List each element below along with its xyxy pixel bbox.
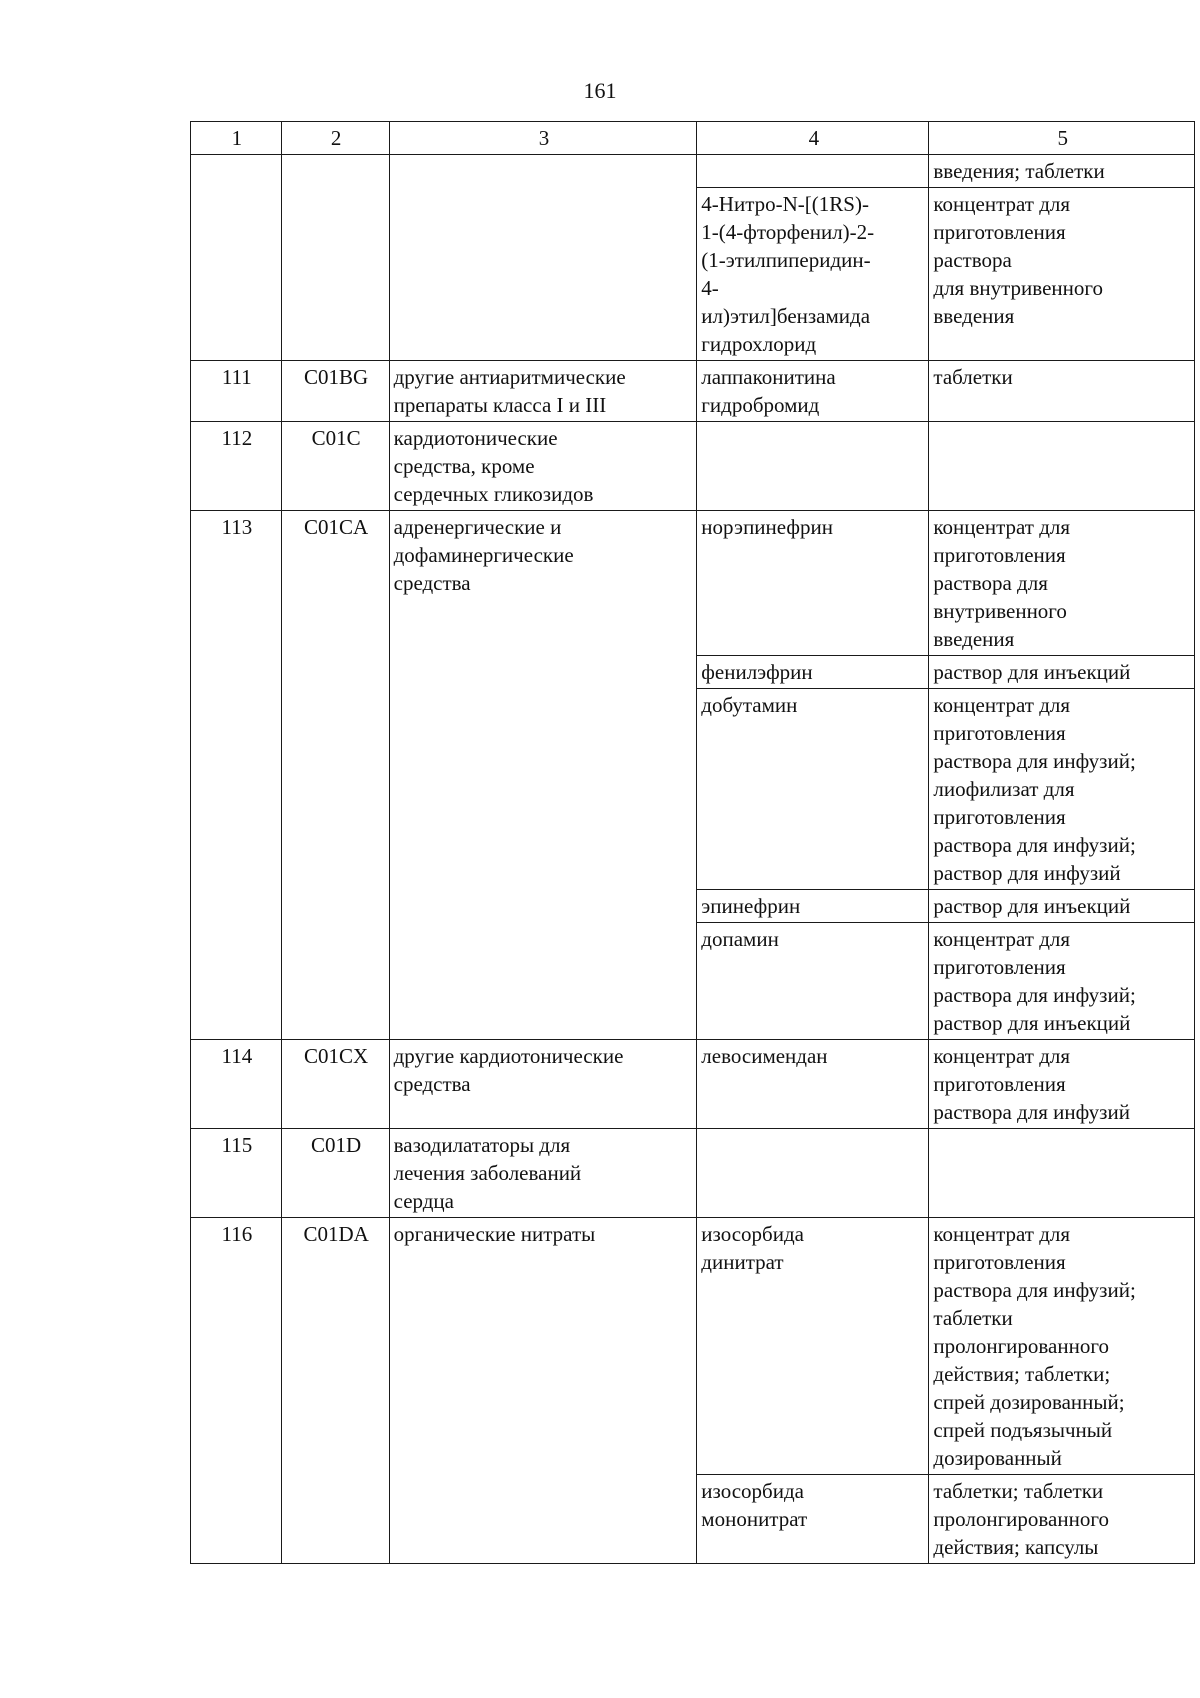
substance-cell: 4-Нитро-N-[(1RS)- 1-(4-фторфенил)-2- (1-этилпиперидин- 4- ил)этил]бензамида гидрохлорид bbox=[697, 188, 929, 361]
table-row bbox=[191, 361, 1195, 422]
code-cell bbox=[281, 155, 389, 361]
group-name-cell bbox=[389, 155, 697, 361]
table-row bbox=[191, 1040, 1195, 1129]
num-cell bbox=[191, 155, 282, 361]
substance-cell: допамин bbox=[697, 923, 929, 1040]
table-header-row bbox=[191, 122, 1195, 155]
group-name-cell: кардиотонические средства, кроме сердечных гликозидов bbox=[389, 422, 697, 511]
faded-stamp bbox=[160, 1590, 360, 1680]
header-cell: 3 bbox=[389, 122, 697, 155]
dosage-form-cell: таблетки bbox=[929, 361, 1195, 422]
group-name-cell: другие кардиотонические средства bbox=[389, 1040, 697, 1129]
row-number-cell: 116 bbox=[191, 1218, 282, 1564]
row-number-cell: 111 bbox=[191, 361, 282, 422]
group-name-cell: другие антиаритмические препараты класса I и III bbox=[389, 361, 697, 422]
dosage-form-cell: введения; таблетки bbox=[929, 155, 1195, 188]
row-number-cell: 112 bbox=[191, 422, 282, 511]
atc-code-cell: C01CX bbox=[281, 1040, 389, 1129]
atc-code-cell: C01CA bbox=[281, 511, 389, 1040]
drug-table bbox=[190, 121, 1195, 1564]
group-name-cell: органические нитраты bbox=[389, 1218, 697, 1564]
group-name-cell: вазодилататоры для лечения заболеваний сердца bbox=[389, 1129, 697, 1218]
substance-cell: изосорбида динитрат bbox=[697, 1218, 929, 1475]
dosage-form-cell: концентрат для приготовления раствора для инфузий; лиофилизат для приготовления раствора для инфузий; раствор для инфузий bbox=[929, 689, 1195, 890]
substance-cell bbox=[697, 422, 929, 511]
header-cell: 1 bbox=[191, 122, 282, 155]
table-row bbox=[191, 1218, 1195, 1475]
substance-cell: норэпинефрин bbox=[697, 511, 929, 656]
substance-cell: изосорбида мононитрат bbox=[697, 1475, 929, 1564]
dosage-form-cell: концентрат для приготовления раствора для инфузий bbox=[929, 1040, 1195, 1129]
atc-code-cell: C01DA bbox=[281, 1218, 389, 1564]
dosage-form-cell: концентрат для приготовления раствора для внутривенного введения bbox=[929, 188, 1195, 361]
substance-cell: фенилэфрин bbox=[697, 656, 929, 689]
dosage-form-cell: концентрат для приготовления раствора для инфузий; раствор для инъекций bbox=[929, 923, 1195, 1040]
header-cell: 4 bbox=[697, 122, 929, 155]
substance-cell: лаппаконитина гидробромид bbox=[697, 361, 929, 422]
header-cell: 2 bbox=[281, 122, 389, 155]
table-row bbox=[191, 1129, 1195, 1218]
substance-cell: левосимендан bbox=[697, 1040, 929, 1129]
substance-cell bbox=[697, 1129, 929, 1218]
atc-code-cell: C01C bbox=[281, 422, 389, 511]
row-number-cell: 113 bbox=[191, 511, 282, 1040]
dosage-form-cell: раствор для инъекций bbox=[929, 656, 1195, 689]
table-row bbox=[191, 511, 1195, 656]
substance-cell: добутамин bbox=[697, 689, 929, 890]
atc-code-cell: C01BG bbox=[281, 361, 389, 422]
table-row bbox=[191, 422, 1195, 511]
dosage-form-cell bbox=[929, 422, 1195, 511]
dosage-form-cell: раствор для инъекций bbox=[929, 890, 1195, 923]
dosage-form-cell: концентрат для приготовления раствора для инфузий; таблетки пролонгированного действия; таблетки; спрей дозированный; спрей подъязычный дозированный bbox=[929, 1218, 1195, 1475]
dosage-form-cell bbox=[929, 1129, 1195, 1218]
atc-code-cell: C01D bbox=[281, 1129, 389, 1218]
dosage-form-cell: таблетки; таблетки пролонгированного действия; капсулы bbox=[929, 1475, 1195, 1564]
substance-cell bbox=[697, 155, 929, 188]
row-number-cell: 114 bbox=[191, 1040, 282, 1129]
group-name-cell: адренергические и дофаминергические средства bbox=[389, 511, 697, 1040]
table-row bbox=[191, 155, 1195, 188]
row-number-cell: 115 bbox=[191, 1129, 282, 1218]
header-cell: 5 bbox=[929, 122, 1195, 155]
dosage-form-cell: концентрат для приготовления раствора для внутривенного введения bbox=[929, 511, 1195, 656]
substance-cell: эпинефрин bbox=[697, 890, 929, 923]
page-number: 161 bbox=[583, 78, 617, 103]
